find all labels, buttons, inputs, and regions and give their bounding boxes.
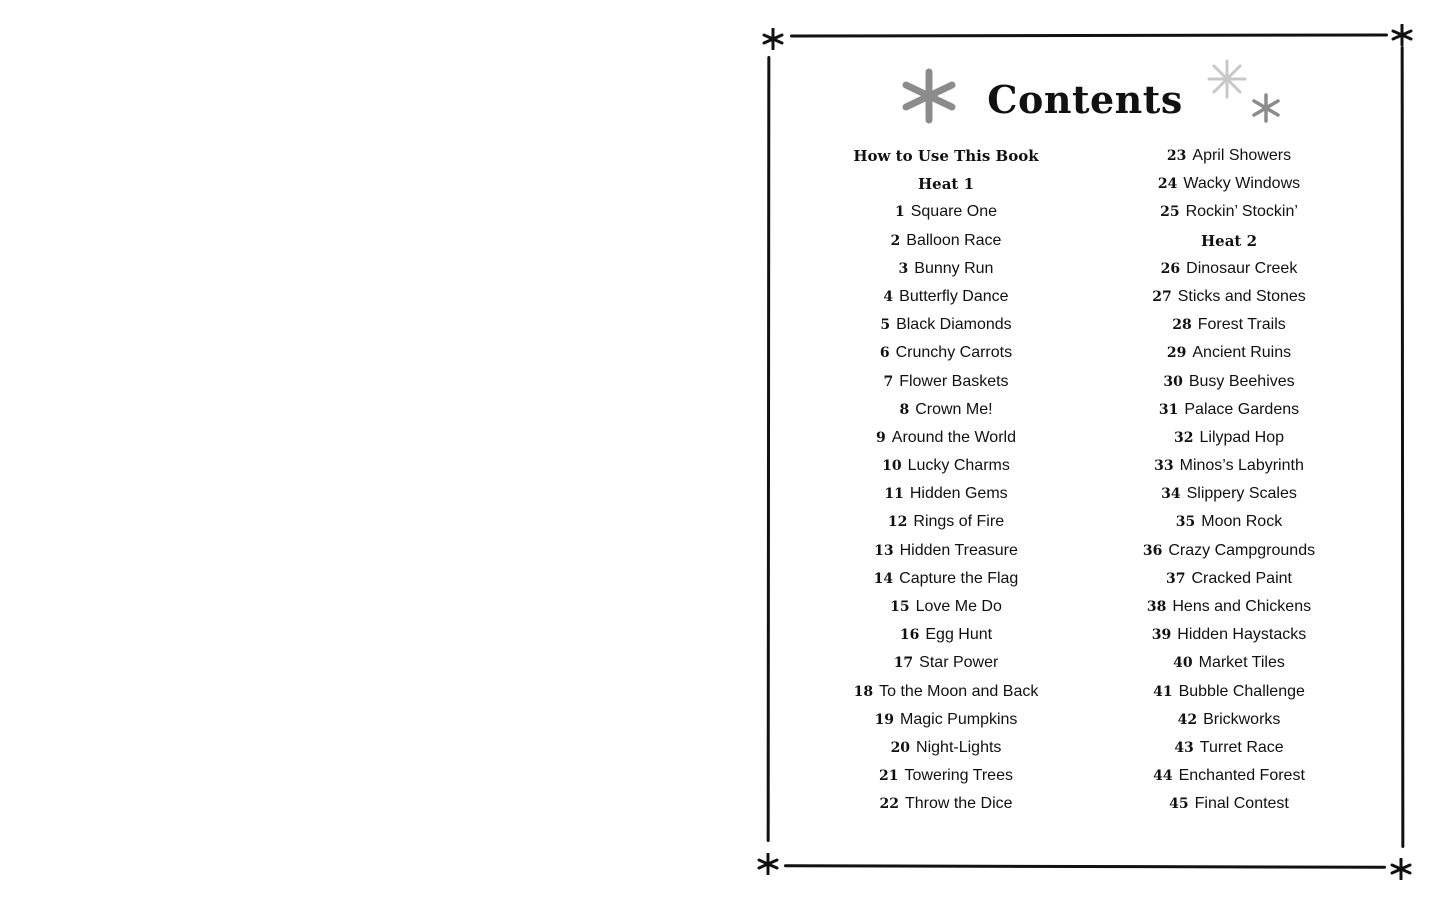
toc-entry (1084, 565, 1374, 593)
toc-entry-number: 29 (1166, 345, 1187, 362)
toc-entry (1084, 508, 1374, 536)
toc-entry (1084, 339, 1374, 367)
toc-entry-number: 32 (1174, 429, 1194, 446)
toc-entry-number: 37 (1166, 570, 1186, 587)
star-decoration-icon (900, 68, 958, 124)
toc-entry (1084, 396, 1374, 424)
toc-entry (1084, 170, 1374, 198)
toc-entry-number: 18 (853, 683, 874, 700)
toc-entry-number: 40 (1173, 655, 1193, 672)
toc-entry-label: Palace Gardens (1184, 400, 1300, 418)
toc-entry-number: 41 (1153, 683, 1173, 700)
toc-entry (801, 424, 1091, 452)
toc-entry-number: 1 (894, 204, 905, 221)
toc-entry-number: 15 (890, 599, 910, 615)
toc-entry-number: 21 (879, 768, 899, 785)
sparkle-decoration-icon (1206, 58, 1248, 100)
toc-entry-number: 20 (890, 739, 911, 756)
toc-entry-number: 23 (1166, 148, 1187, 164)
toc-entry (1084, 537, 1374, 565)
toc-entry (1084, 452, 1374, 480)
toc-entry-number: 14 (873, 570, 894, 587)
toc-entry-label: Towering Trees (904, 767, 1013, 785)
toc-entry-number: 19 (874, 711, 895, 728)
small-star-decoration-icon (1250, 92, 1282, 124)
toc-entry (801, 311, 1091, 339)
toc-entry-label: Hidden Haystacks (1177, 626, 1307, 644)
toc-entry (1084, 424, 1374, 452)
toc-section-heading (1084, 227, 1374, 255)
toc-entry-label: Heat 2 (1200, 231, 1258, 250)
toc-entry-label: How to Use This Book (853, 147, 1039, 165)
toc-entry (1084, 255, 1374, 283)
toc-entry (1084, 678, 1374, 706)
toc-entry-label: Cracked Paint (1191, 569, 1292, 587)
toc-entry-number: 27 (1152, 288, 1172, 305)
toc-entry-label: Lilypad Hop (1199, 428, 1284, 446)
toc-entry-number: 6 (879, 345, 890, 362)
toc-entry (801, 649, 1091, 677)
corner-star-top-left-icon (762, 28, 784, 50)
toc-entry (801, 255, 1091, 283)
toc-entry-number: 17 (893, 655, 914, 672)
toc-entry-number: 38 (1146, 599, 1167, 615)
toc-entry (801, 198, 1091, 226)
toc-entry (801, 706, 1091, 734)
toc-entry-label: Final Contest (1194, 795, 1289, 813)
toc-entry (801, 790, 1091, 818)
toc-entry (801, 480, 1091, 508)
toc-left-column (801, 142, 1091, 819)
toc-entry-number: 30 (1163, 373, 1183, 390)
toc-entry-label: Hens and Chickens (1172, 598, 1312, 615)
toc-entry-label: Night-Lights (916, 738, 1002, 756)
toc-entry-label: Turret Race (1199, 738, 1284, 756)
toc-entry (801, 734, 1091, 762)
toc-entry-label: To the Moon and Back (879, 682, 1039, 700)
toc-entry-label: Wacky Windows (1183, 175, 1301, 193)
toc-entry-number: 31 (1158, 401, 1179, 418)
toc-entry-label: Lucky Charms (907, 457, 1010, 475)
toc-entry (1084, 790, 1374, 818)
toc-entry (801, 537, 1091, 565)
toc-entry-number: 44 (1153, 768, 1173, 785)
toc-entry (801, 368, 1091, 396)
corner-star-bottom-right-icon (1390, 858, 1412, 880)
toc-entry-number: 2 (890, 232, 901, 249)
toc-entry (801, 452, 1091, 480)
toc-entry-label: Heat 1 (917, 175, 975, 194)
toc-entry-number: 42 (1177, 711, 1198, 728)
toc-entry-label: Magic Pumpkins (900, 710, 1018, 728)
toc-entry-number: 33 (1154, 458, 1174, 475)
toc-entry-label: Capture the Flag (899, 569, 1019, 587)
toc-entry-label: Crunchy Carrots (895, 344, 1013, 362)
toc-entry-number: 10 (882, 458, 902, 475)
toc-entry-label: April Showers (1192, 147, 1292, 164)
toc-entry-number: 5 (880, 317, 891, 334)
toc-entry-label: Throw the Dice (904, 795, 1013, 813)
toc-entry-number: 22 (879, 796, 899, 813)
toc-entry (801, 396, 1091, 424)
toc-section-heading (801, 142, 1091, 170)
toc-entry-number: 11 (884, 486, 904, 503)
toc-entry-number: 16 (899, 627, 920, 644)
toc-entry-number: 35 (1175, 514, 1196, 531)
toc-entry-label: Balloon Race (906, 231, 1002, 249)
toc-entry (801, 227, 1091, 255)
toc-entry-label: Flower Baskets (899, 372, 1009, 390)
toc-entry (801, 339, 1091, 367)
toc-entry-label: Star Power (919, 654, 999, 672)
toc-entry (1084, 649, 1374, 677)
toc-entry (1084, 198, 1374, 226)
toc-entry (801, 565, 1091, 593)
toc-entry (1084, 311, 1374, 339)
toc-entry (1084, 283, 1374, 311)
toc-entry (1084, 480, 1374, 508)
toc-entry (1084, 621, 1374, 649)
toc-entry (1084, 706, 1374, 734)
toc-entry-label: Butterfly Dance (899, 287, 1009, 305)
toc-entry (1084, 762, 1374, 790)
toc-entry (1084, 734, 1374, 762)
toc-entry-number: 13 (874, 542, 894, 559)
toc-entry-label: Ancient Ruins (1192, 344, 1292, 362)
toc-entry (801, 678, 1091, 706)
toc-entry-number: 26 (1160, 260, 1181, 277)
toc-entry-label: Forest Trails (1197, 316, 1286, 334)
toc-entry-label: Enchanted Forest (1178, 767, 1305, 785)
toc-entry (801, 593, 1091, 621)
toc-entry-number: 39 (1151, 627, 1172, 644)
toc-entry-label: Bubble Challenge (1178, 682, 1305, 700)
toc-entry-label: Egg Hunt (925, 626, 993, 644)
toc-entry (801, 283, 1091, 311)
toc-entry (801, 621, 1091, 649)
toc-entry-number: 24 (1157, 176, 1178, 193)
toc-entry-label: Sticks and Stones (1177, 287, 1306, 305)
toc-right-column (1084, 142, 1374, 819)
corner-star-top-right-icon (1391, 24, 1413, 46)
toc-entry-label: Hidden Gems (909, 485, 1008, 503)
toc-entry-label: Minos’s Labyrinth (1179, 457, 1304, 475)
toc-entry-number: 12 (887, 514, 908, 531)
toc-entry-label: Moon Rock (1201, 513, 1283, 531)
toc-entry-label: Bunny Run (914, 259, 994, 277)
blank-left-page (0, 0, 722, 903)
toc-entry-number: 3 (898, 260, 909, 277)
toc-entry-label: Rockin’ Stockin’ (1185, 203, 1298, 221)
toc-entry-label: Love Me Do (915, 598, 1002, 615)
toc-entry-label: Market Tiles (1198, 654, 1285, 672)
toc-entry (801, 762, 1091, 790)
toc-entry-label: Crown Me! (915, 400, 993, 418)
toc-entry-number: 45 (1169, 796, 1189, 813)
toc-entry-number: 36 (1142, 542, 1163, 559)
toc-entry-label: Black Diamonds (896, 316, 1012, 334)
toc-entry-number: 9 (876, 429, 886, 446)
toc-entry-label: Rings of Fire (913, 513, 1005, 531)
toc-entry-number: 8 (899, 401, 910, 418)
toc-entry-number: 7 (883, 373, 894, 390)
toc-entry-number: 34 (1161, 486, 1181, 503)
toc-section-heading (801, 170, 1091, 198)
toc-entry-label: Around the World (891, 428, 1016, 446)
toc-entry (801, 508, 1091, 536)
page-title: Contents (987, 77, 1183, 122)
toc-entry-label: Hidden Treasure (899, 541, 1018, 559)
toc-entry-number: 4 (883, 288, 894, 305)
toc-entry-label: Busy Beehives (1188, 372, 1295, 390)
toc-entry-label: Square One (910, 203, 998, 221)
toc-entry-label: Dinosaur Creek (1186, 259, 1298, 277)
toc-entry-label: Slippery Scales (1186, 485, 1297, 503)
toc-entry-number: 43 (1174, 739, 1194, 756)
toc-entry-number: 25 (1160, 204, 1180, 221)
toc-entry-label: Brickworks (1203, 710, 1281, 728)
toc-entry-number: 28 (1172, 317, 1192, 334)
corner-star-bottom-left-icon (757, 853, 779, 875)
toc-entry-label: Crazy Campgrounds (1168, 541, 1316, 559)
toc-entry (1084, 142, 1374, 170)
toc-entry (1084, 593, 1374, 621)
toc-entry (1084, 368, 1374, 396)
